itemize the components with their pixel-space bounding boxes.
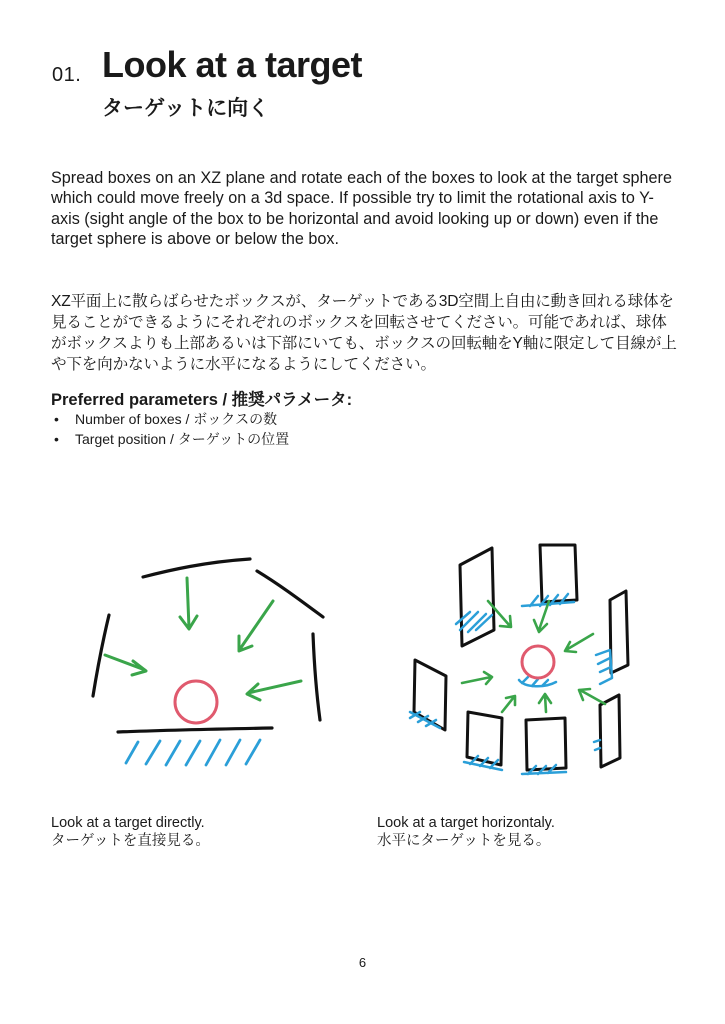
left-caption-english: Look at a target directly. [51,815,205,831]
arrow-down [180,578,197,629]
right-caption-english: Look at a target horizontaly. [377,815,555,831]
floor-hatch [126,740,260,765]
arrow-from-left [462,672,492,684]
bullet-icon: • [54,411,59,427]
left-figure-caption [51,814,210,850]
target-sphere [175,681,217,723]
arrow-right [105,655,146,675]
hatch-right-upper [596,650,612,684]
arrow-from-right-upper [565,634,593,652]
left-figure [93,559,323,765]
floor-line [118,728,272,732]
arrow-from-front-left [502,696,515,712]
box-right-upper [610,591,628,673]
description-english: Spread boxes on an XZ plane and rotate each of the boxes to look at the target sphere which could move freely on a 3d space. If possible try to limit the rotational axis to Y-axis (sight angle of the box to be horizontal and avoid looking up or down) even if the target sphere is above or below the box. [51,169,672,249]
right-figure [410,545,628,774]
section-title: Look at a target [102,44,363,85]
arrow-from-front-center [539,694,551,712]
left-caption-japanese: ターゲットを直接見る。 [51,833,210,849]
section-number: 01. [52,64,82,86]
section-subtitle: ターゲットに向く [102,97,270,120]
box-top-left [143,559,250,577]
box-front-left [467,712,502,765]
bullet-icon: • [54,431,59,447]
box-right-lower [600,695,620,767]
box-right [313,634,320,720]
arrow-from-right-lower [579,689,605,704]
box-outlines [414,545,628,770]
hatch-strokes [126,740,260,765]
arrow-down-left [239,601,273,651]
list-item-text: Target position / ターゲットの位置 [75,431,290,447]
right-figure-caption [377,814,555,850]
right-caption-japanese: 水平にターゲットを見る。 [377,833,551,849]
hatch-right-lower [594,740,600,750]
box-front-center [526,718,566,770]
hatch-left [410,712,440,728]
box-outlines [93,559,323,732]
list-item-text: Number of boxes / ボックスの数 [75,411,278,427]
arrow-left [247,681,301,700]
preferred-parameters-heading: Preferred parameters / 推奨パラメータ: [51,391,353,409]
target-sphere [522,646,554,678]
description-japanese: XZ平面上に散らばらせたボックスが、ターゲットである3D空間上自由に動き回れる球体を見ることができるようにそれぞれのボックスを回転させてください。可能であれば、球体がボックスよりも上部あるいは下部にいても、ボックスの回転軸をY軸に限定して目線が上や下を向かないように水平になるようにしてください。 [51,293,677,373]
page-number: 6 [358,955,367,970]
box-left [414,660,446,730]
box-back-left [460,548,494,646]
box-back-center [540,545,577,602]
